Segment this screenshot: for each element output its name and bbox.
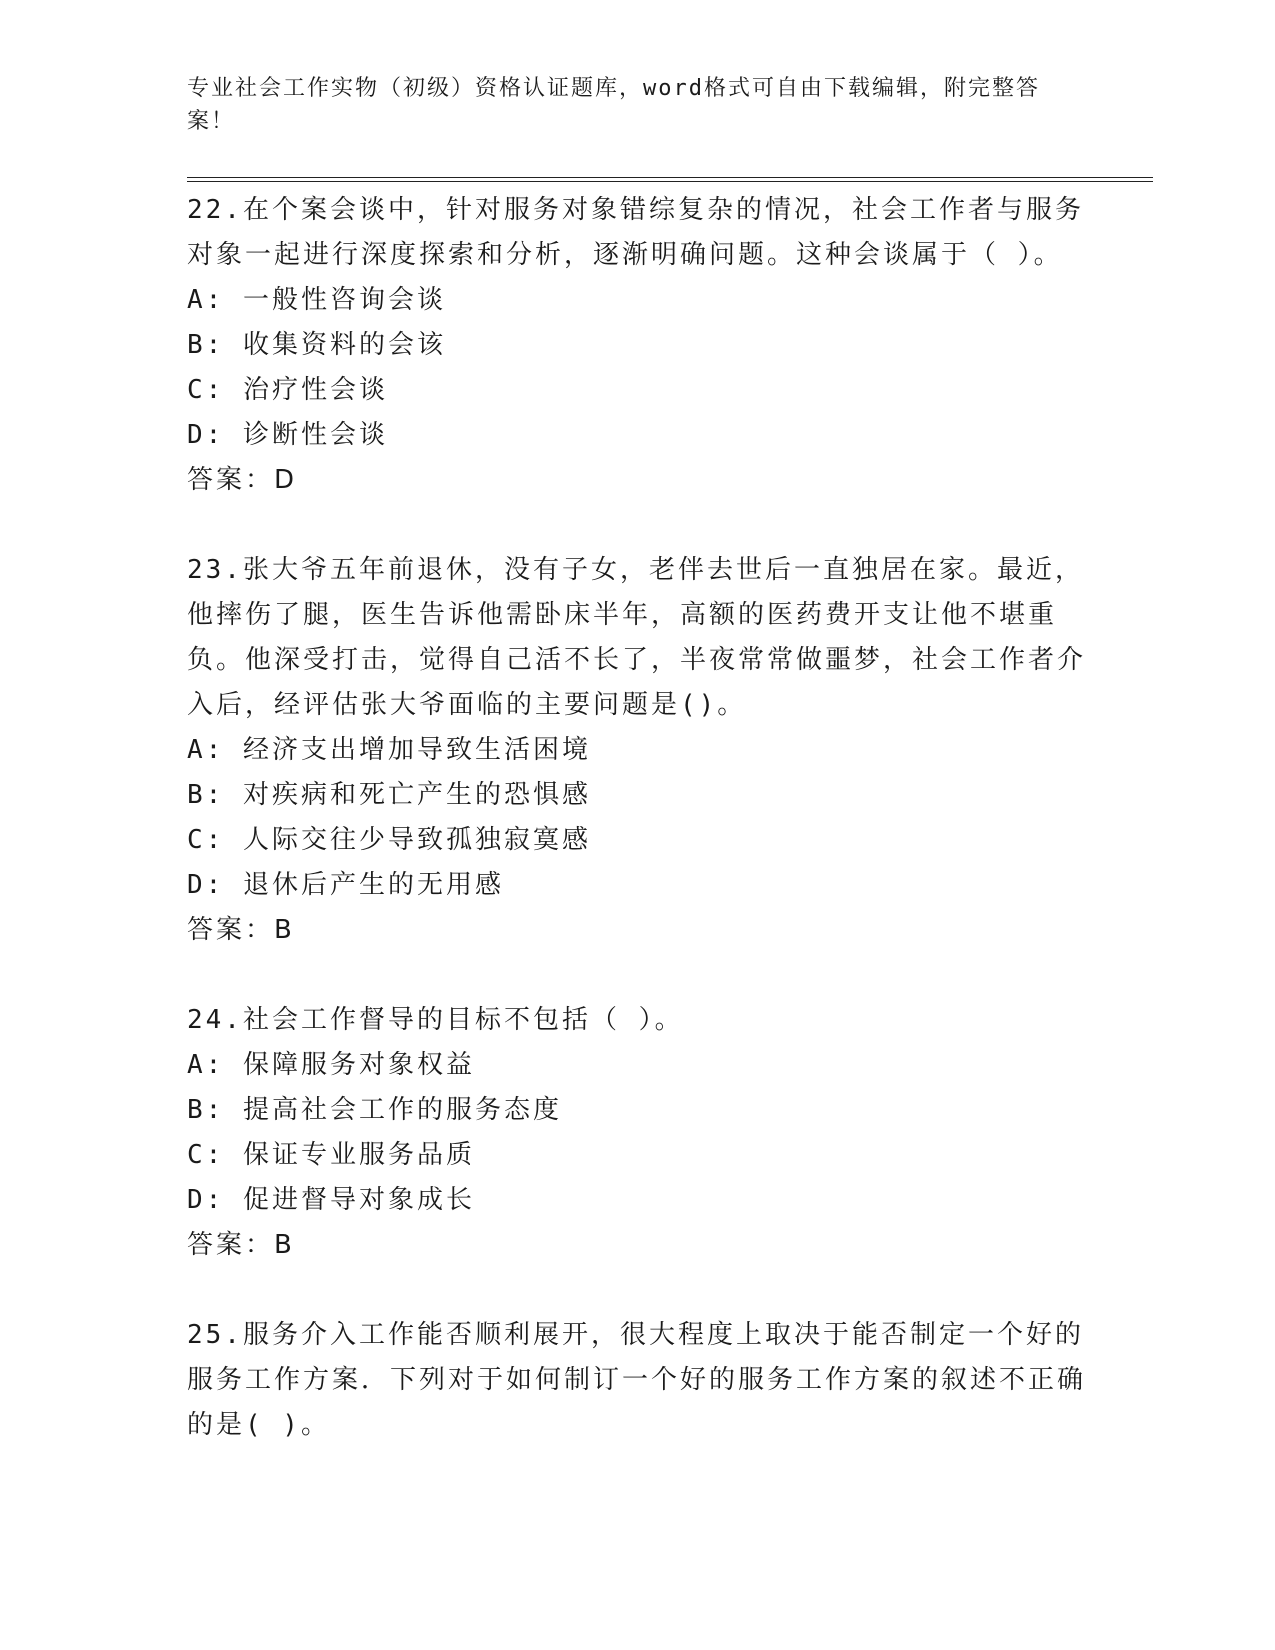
question-stem: 23.张大爷五年前退休，没有子女，老伴去世后一直独居在家。最近，他摔伤了腿，医生告诉他需卧床半年，高额的医药费开支让他不堪重负。他深受打击，觉得自己活不长了，半夜常常做噩梦，社会工作者介入后，经评估张大爷面临的主要问题是()。: [187, 555, 1087, 720]
answer-line: 答案：B: [187, 915, 295, 945]
option-b: B: 提高社会工作的服务态度: [187, 1095, 562, 1125]
question-stem: 22.在个案会谈中，针对服务对象错综复杂的情况，社会工作者与服务对象一起进行深度探索和分析，逐渐明确问题。这种会谈属于（ ）。: [187, 195, 1084, 270]
question-22: [187, 188, 1087, 503]
header-divider-top: [187, 177, 1153, 178]
question-24: [187, 998, 1087, 1268]
spacer: [187, 503, 1087, 548]
option-c: C: 人际交往少导致孤独寂寞感: [187, 825, 591, 855]
answer-line: 答案：B: [187, 1230, 295, 1260]
option-d: D: 诊断性会谈: [187, 420, 388, 450]
spacer: [187, 953, 1087, 998]
question-23: [187, 548, 1087, 953]
option-a: A: 一般性咨询会谈: [187, 285, 446, 315]
option-c: C: 治疗性会谈: [187, 375, 388, 405]
spacer: [187, 1268, 1087, 1313]
question-stem: 25.服务介入工作能否顺利展开，很大程度上取决于能否制定一个好的服务工作方案．下列对于如何制订一个好的服务工作方案的叙述不正确的是( )。: [187, 1320, 1087, 1440]
question-25: [187, 1313, 1087, 1448]
question-list: [187, 188, 1087, 1448]
option-d: D: 退休后产生的无用感: [187, 870, 504, 900]
option-b: B: 对疾病和死亡产生的恐惧感: [187, 780, 591, 810]
option-b: B: 收集资料的会该: [187, 330, 446, 360]
option-c: C: 保证专业服务品质: [187, 1140, 475, 1170]
question-stem: 24.社会工作督导的目标不包括（ ）。: [187, 1005, 684, 1035]
header-divider-bottom: [187, 181, 1153, 182]
option-a: A: 经济支出增加导致生活困境: [187, 735, 591, 765]
option-a: A: 保障服务对象权益: [187, 1050, 475, 1080]
document-header: 专业社会工作实物（初级）资格认证题库，word格式可自由下载编辑，附完整答案！: [187, 76, 1040, 134]
answer-line: 答案：D: [187, 465, 298, 495]
option-d: D: 促进督导对象成长: [187, 1185, 475, 1215]
